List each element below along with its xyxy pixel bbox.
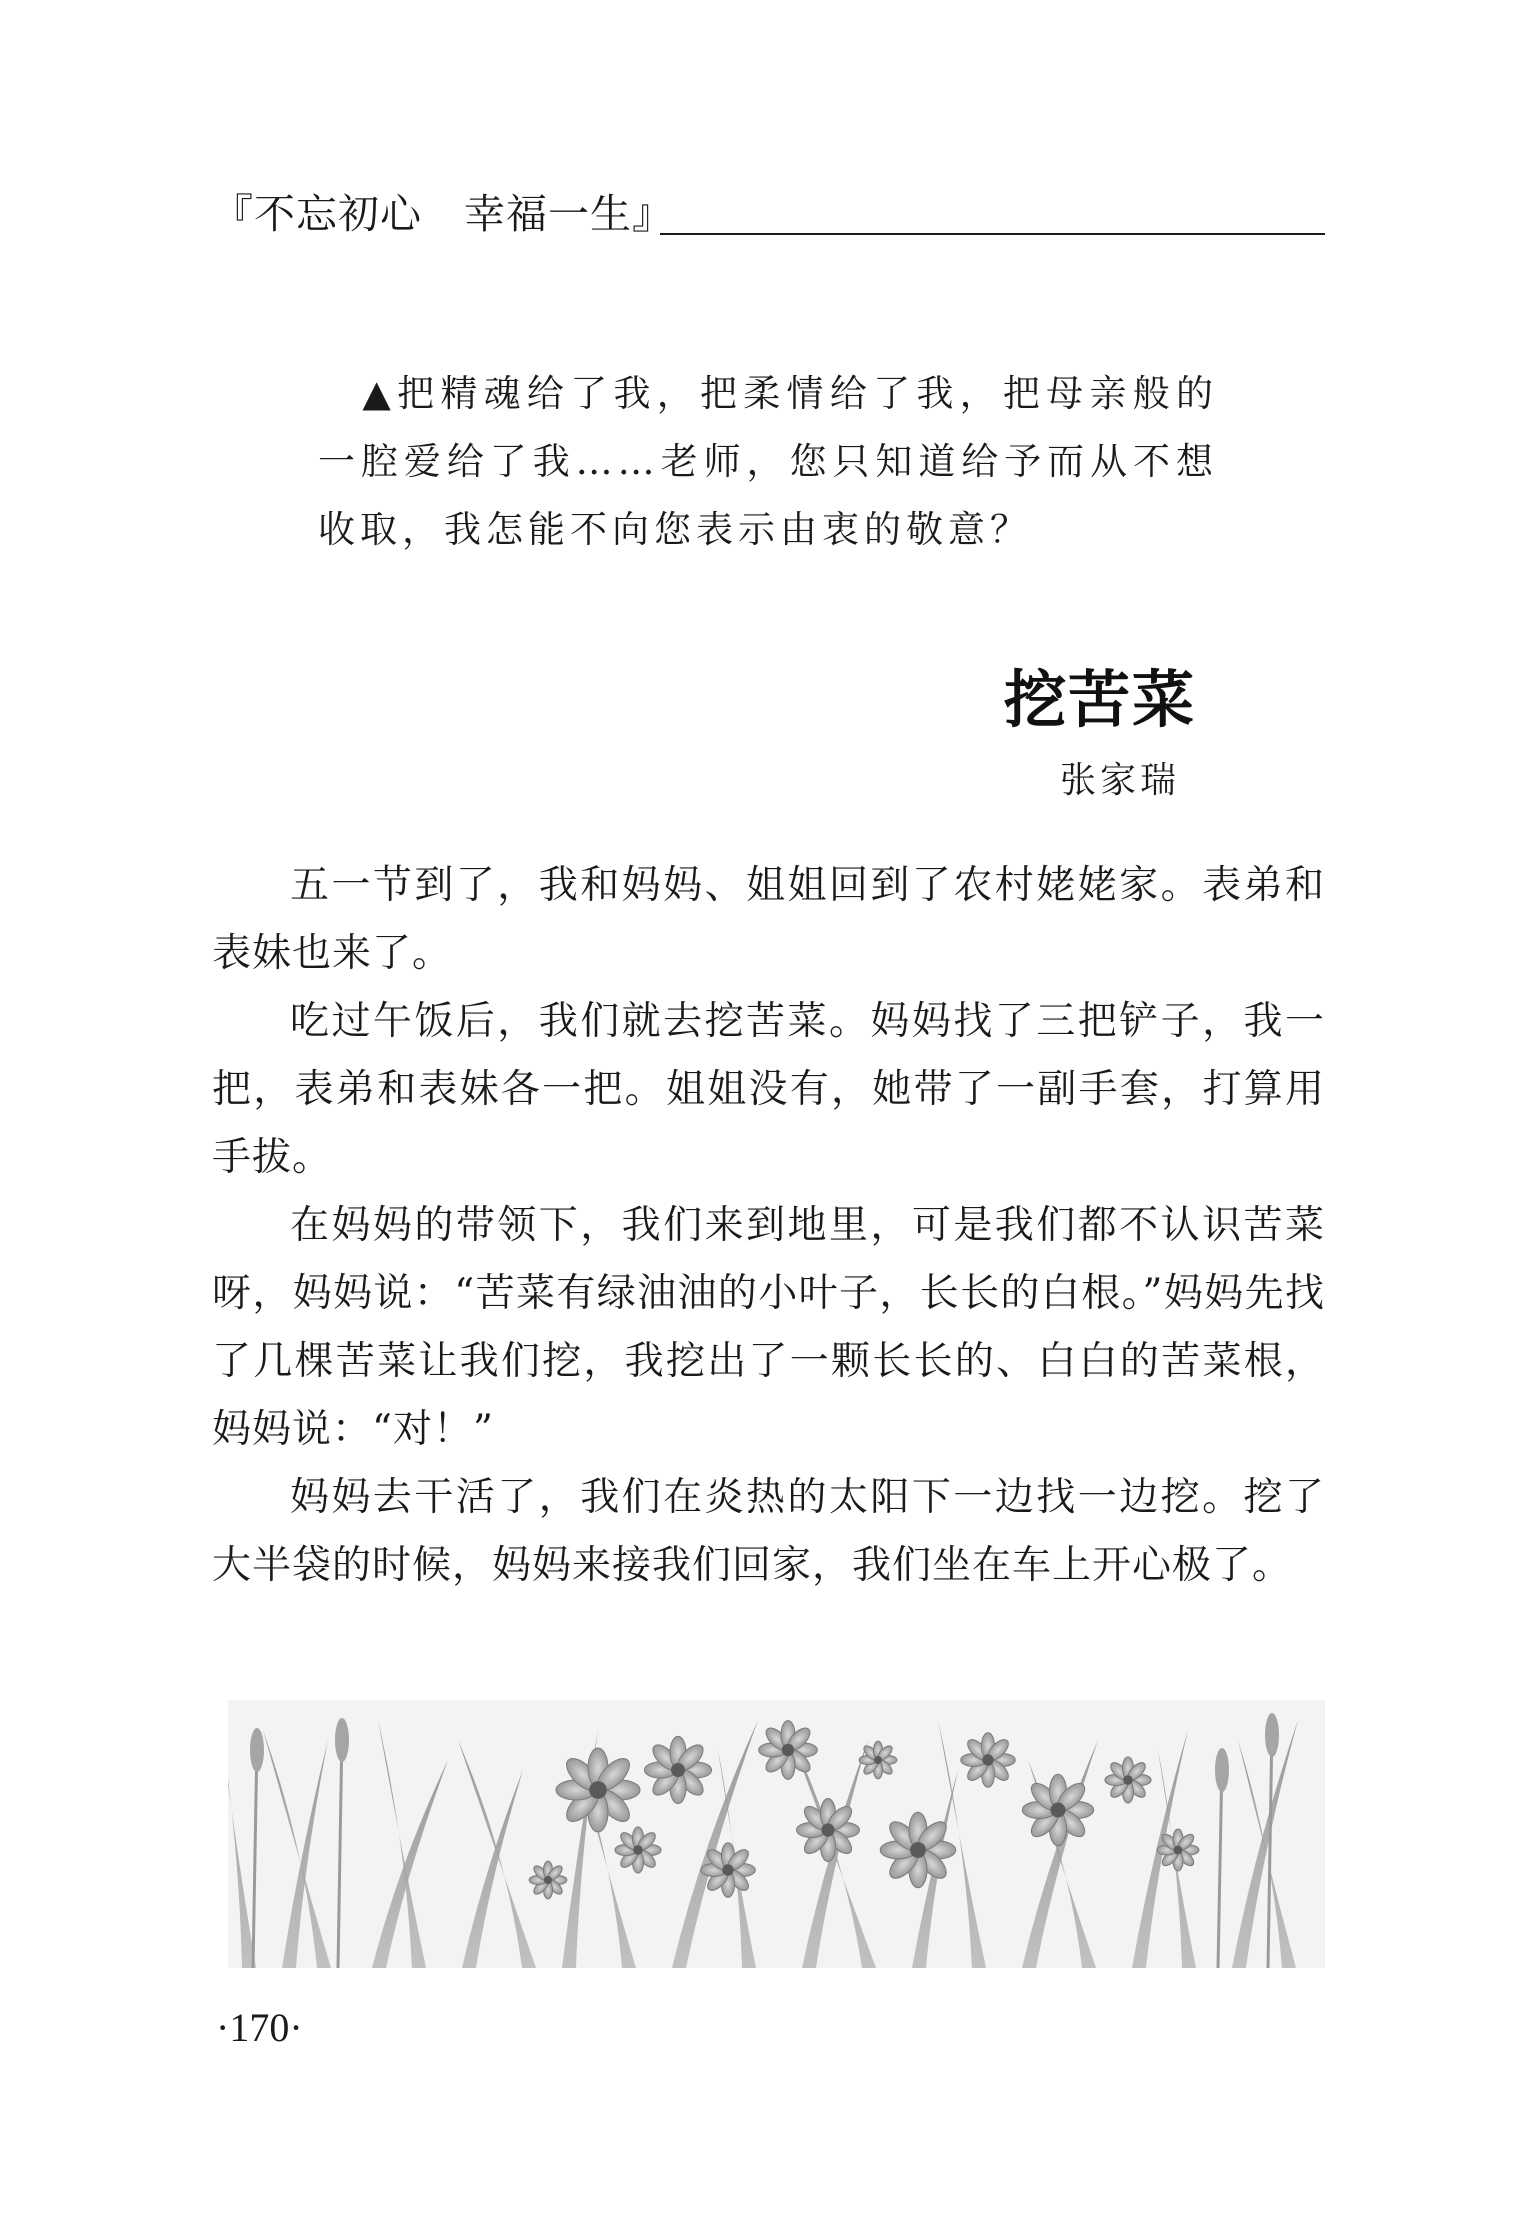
header-rule	[660, 233, 1325, 235]
paragraph-1: 五一节到了，我和妈妈、姐姐回到了农村姥姥家。表弟和表妹也来了。	[212, 863, 1325, 976]
running-header	[212, 190, 1325, 238]
header-title: 『不忘初心 幸福一生』	[212, 190, 674, 238]
epigraph-quote: ▲把精魂给了我，把柔情给了我，把母亲般的一腔爱给了我……老师，您只知道给予而从不想收取，我怎能不向您表示由衷的敬意？	[318, 372, 1218, 551]
article-author: 张家瑞	[1059, 760, 1180, 801]
paragraph-4: 妈妈去干活了，我们在炎热的太阳下一边找一边挖。挖了大半袋的时候，妈妈来接我们回家，我们坐在车上开心极了。	[212, 1475, 1325, 1588]
page-number: ·170·	[216, 2005, 303, 2050]
paragraph-3: 在妈妈的带领下，我们来到地里，可是我们都不认识苦菜呀，妈妈说：“苦菜有绿油油的小叶子，长长的白根。”妈妈先找了几棵苦菜让我们挖，我挖出了一颗长长的、白白的苦菜根，妈妈说：“对！”	[212, 1203, 1325, 1452]
paragraph-2: 吃过午饭后，我们就去挖苦菜。妈妈找了三把铲子，我一把，表弟和表妹各一把。姐姐没有，她带了一副手套，打算用手拔。	[212, 999, 1325, 1180]
flowers-icon	[228, 1700, 1325, 1968]
article-title: 挖苦菜	[1003, 663, 1196, 736]
article-body	[212, 852, 1325, 1600]
flowers-grass-illustration	[228, 1700, 1325, 1968]
